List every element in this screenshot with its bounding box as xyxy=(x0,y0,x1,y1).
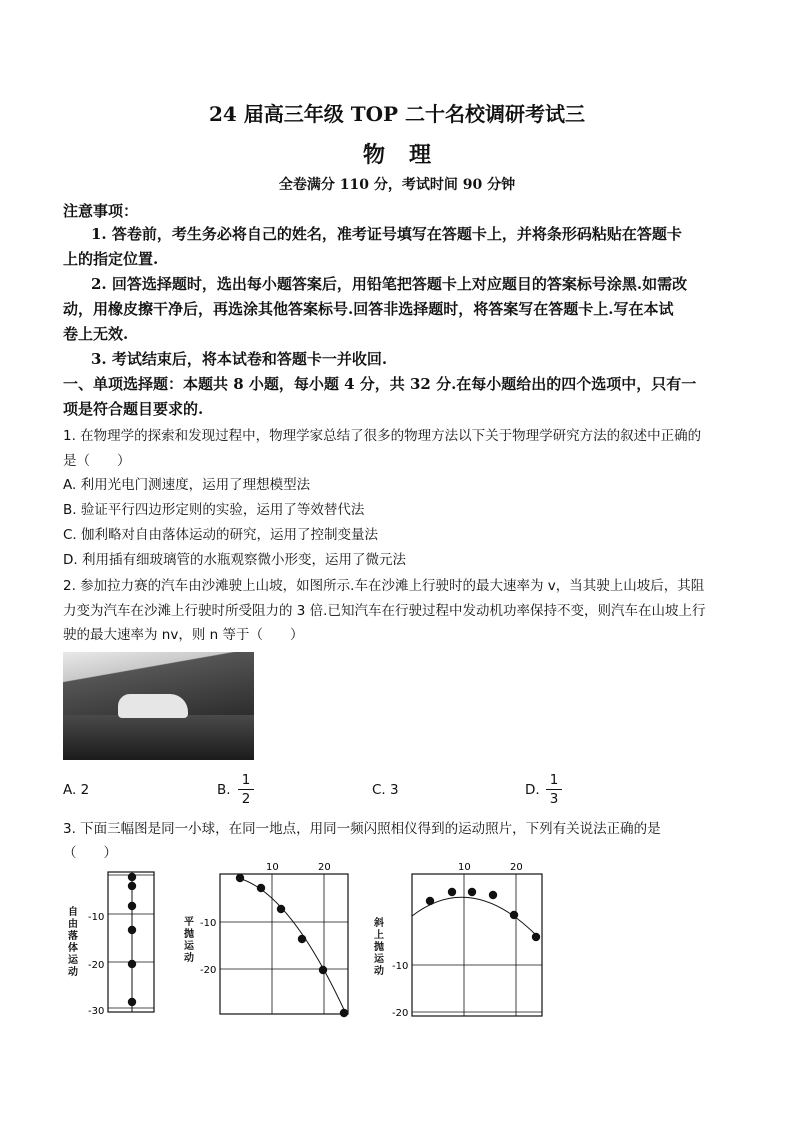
q2-stem-2: 力变为汽车在沙滩上行驶时所受阻力的 3 倍.已知汽车在行驶过程中发动机功率保持不变，则汽车在山坡上行 xyxy=(63,603,706,619)
fig3-ytick-10: -10 xyxy=(392,961,409,972)
q1-option-b: B. 验证平行四边形定则的实验，运用了等效替代法 xyxy=(63,502,365,518)
q2-option-b-label: B. xyxy=(217,782,231,798)
section1-line-2: 项是符合题目要求的. xyxy=(63,400,204,418)
q2-option-d-denominator: 3 xyxy=(549,791,559,807)
notes-line-6: 3. 考试结束后，将本试卷和答题卡一并收回. xyxy=(91,350,388,368)
fig2-ytick-20: -20 xyxy=(200,965,217,976)
q3-stem-1: 3. 下面三幅图是同一小球，在同一地点，用同一频闪照相仪得到的运动照片，下列有关说法正确的是 xyxy=(63,821,661,837)
fig3-ytick-20: -20 xyxy=(392,1008,409,1019)
q1-option-c: C. 伽利略对自由落体运动的研究，运用了控制变量法 xyxy=(63,527,379,543)
q2-stem-3: 驶的最大速率为 nv，则 n 等于（ ） xyxy=(63,627,304,643)
fig3-xtick-20: 20 xyxy=(510,862,523,873)
oblique-projectile-figure xyxy=(372,862,552,1022)
fig2-xtick-10: 10 xyxy=(266,862,279,873)
fig3-label: 斜上抛运动 xyxy=(374,918,384,977)
q1-option-a: A. 利用光电门测速度，运用了理想模型法 xyxy=(63,477,311,493)
q2-option-d-fraction xyxy=(546,772,562,807)
exam-meta: 全卷满分 110 分，考试时间 90 分钟 xyxy=(278,177,516,193)
q2-option-d-label: D. xyxy=(525,782,540,798)
q2-stem-1: 2. 参加拉力赛的汽车由沙滩驶上山坡，如图所示.车在沙滩上行驶时的最大速率为 v，当其驶上山坡后，其阻 xyxy=(63,578,705,594)
q3-stem-2: （ ） xyxy=(63,845,117,861)
q2-option-c: C. 3 xyxy=(372,782,399,798)
q2-option-b-fraction xyxy=(238,772,254,807)
q1-stem-1: 1. 在物理学的探索和发现过程中，物理学家总结了很多的物理方法以下关于物理学研究方法的叙述中正确的 xyxy=(63,428,702,444)
fig1-tick-30: -30 xyxy=(88,1006,105,1017)
car-icon xyxy=(118,694,188,718)
q2-option-b-denominator: 2 xyxy=(241,791,251,807)
section1-line-1: 一、单项选择题：本题共 8 小题，每小题 4 分，共 32 分.在每小题给出的四个选项中，只有一 xyxy=(63,375,697,393)
q2-option-d-numerator: 1 xyxy=(549,772,559,788)
projectile-figure xyxy=(180,862,360,1022)
subject-title: 物理 xyxy=(362,142,455,168)
fig2-label: 平抛运动 xyxy=(184,917,194,964)
q2-option-b-numerator: 1 xyxy=(241,772,251,788)
notes-line-1: 1. 答卷前，考生务必将自己的姓名，准考证号填写在答题卡上，并将条形码粘贴在答题卡 xyxy=(91,225,682,243)
notes-line-5: 卷上无效. xyxy=(63,325,129,343)
q1-option-d: D. 利用插有细玻璃管的水瓶观察微小形变，运用了微元法 xyxy=(63,552,406,568)
q1-stem-2: 是（ ） xyxy=(63,453,131,469)
q2-option-a: A. 2 xyxy=(63,782,90,798)
fig1-tick-10: -10 xyxy=(88,912,105,923)
rally-car-photo xyxy=(63,652,254,760)
fig3-xtick-10: 10 xyxy=(458,862,471,873)
notes-line-3: 2. 回答选择题时，选出每小题答案后，用铅笔把答题卡上对应题目的答案标号涂黑.如需改 xyxy=(91,275,688,293)
fig1-label: 自由落体运动 xyxy=(68,907,78,978)
fig2-xtick-20: 20 xyxy=(318,862,331,873)
notes-line-4: 动，用橡皮擦干净后，再选涂其他答案标号.回答非选择题时，将答案写在答题卡上.写在本试 xyxy=(63,300,674,318)
notes-line-2: 上的指定位置. xyxy=(63,250,159,268)
notes-heading: 注意事项： xyxy=(63,202,139,220)
fig2-ytick-10: -10 xyxy=(200,918,217,929)
exam-title: 24 届高三年级 TOP 二十名校调研考试三 xyxy=(208,102,586,126)
fig1-tick-20: -20 xyxy=(88,960,105,971)
